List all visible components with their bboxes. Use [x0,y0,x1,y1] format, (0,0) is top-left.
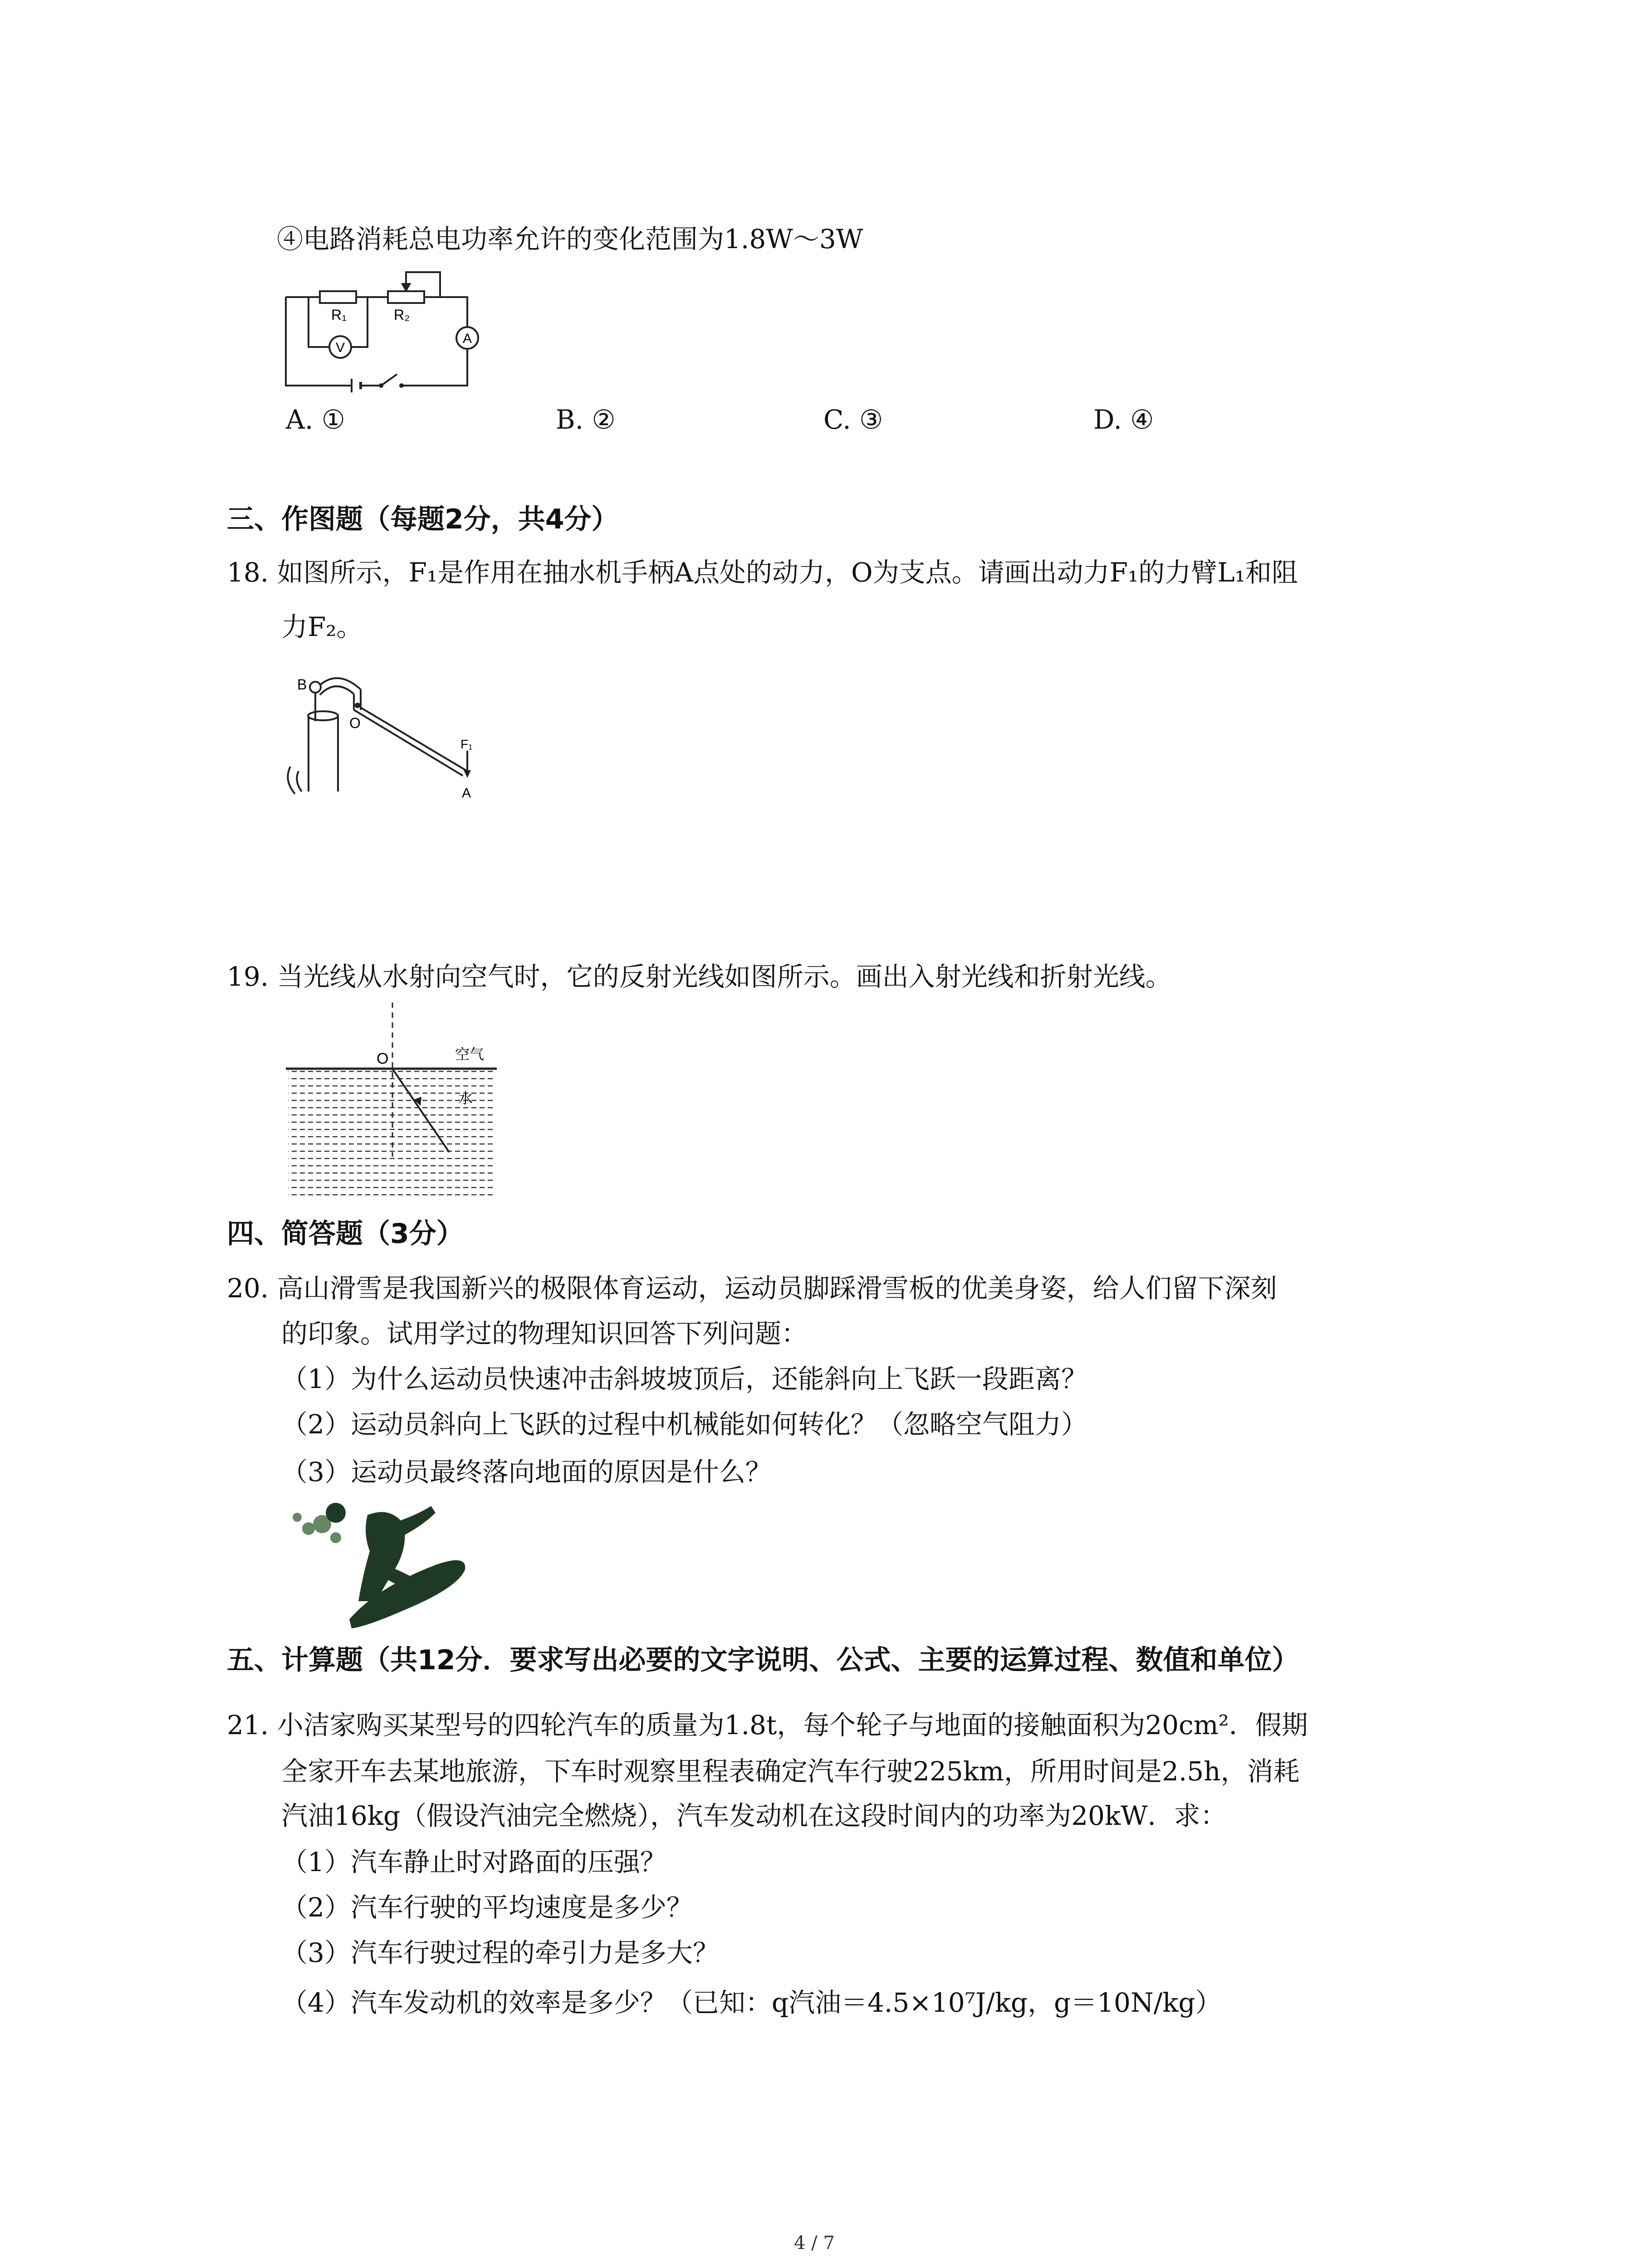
q21-line3: 汽油16kg（假设汽油完全燃烧），汽车发动机在这段时间内的功率为20kW．求： [281,1800,1227,1831]
r1-label: R₁ [331,307,347,323]
option-a[interactable]: A. ① [286,404,345,435]
circuit-diagram [272,263,490,399]
point-b-label: B [297,676,307,693]
ammeter-label: A [462,331,472,346]
q20-sub3: （3）运动员最终落向地面的原因是什么？ [281,1457,772,1487]
q20-sub2: （2）运动员斜向上飞跃的过程中机械能如何转化？（忽略空气阻力） [281,1409,1087,1440]
q20-line2: 的印象。试用学过的物理知识回答下列问题： [281,1318,808,1349]
water-label: 水 [458,1090,473,1107]
force-f1-label: F₁ [460,737,473,751]
q21-sub3: （3）汽车行驶过程的牵引力是多大？ [281,1937,719,1968]
q21-sub4: （4）汽车发动机的效率是多少？（已知：q汽油＝4.5×10⁷J/kg，g＝10N/kg） [281,1987,1222,2018]
skier-image [286,1497,476,1628]
voltmeter-label: V [335,340,345,355]
option-c[interactable]: C. ③ [823,404,883,435]
section-5-title: 五、计算题（共12分．要求写出必要的文字说明、公式、主要的运算过程、数值和单位） [227,1644,1299,1676]
q21-line2: 全家开车去某地旅游，下车时观察里程表确定汽车行驶225km，所用时间是2.5h，消耗 [281,1756,1300,1787]
q21-sub2: （2）汽车行驶的平均速度是多少？ [281,1892,693,1923]
point-o-label: O [349,715,361,731]
option-d[interactable]: D. ④ [1093,404,1154,435]
q18-line1: 18. 如图所示，F₁是作用在抽水机手柄A点处的动力，O为支点。请画出动力F₁的力臂L₁和阻 [227,557,1298,588]
q19-text: 19. 当光线从水射向空气时，它的反射光线如图所示。画出入射光线和折射光线。 [227,961,1172,992]
q21-sub1: （1）汽车静止时对路面的压强？ [281,1847,666,1877]
q21-line1: 21. 小洁家购买某型号的四轮汽车的质量为1.8t，每个轮子与地面的接触面积为20cm²．假期 [227,1710,1308,1740]
pump-diagram [281,662,490,807]
section-3-title: 三、作图题（每题2分，共4分） [227,503,619,535]
refraction-diagram [284,1002,501,1198]
q18-line2: 力F₂。 [281,611,363,642]
q17-item4: ④电路消耗总电功率允许的变化范围为1.8W～3W [277,224,863,254]
r2-label: R₂ [394,307,410,323]
section-4-title: 四、简答题（3分） [227,1218,464,1250]
q20-sub1: （1）为什么运动员快速冲击斜坡坡顶后，还能斜向上飞跃一段距离？ [281,1364,1087,1394]
page-number: 4 / 7 [794,2233,835,2253]
q20-line1: 20. 高山滑雪是我国新兴的极限体育运动，运动员脚踩滑雪板的优美身姿，给人们留下深刻 [227,1273,1277,1304]
origin-o-label: O [377,1050,389,1067]
point-a-label: A [462,786,471,801]
air-label: 空气 [455,1046,485,1063]
option-b[interactable]: B. ② [556,404,616,435]
